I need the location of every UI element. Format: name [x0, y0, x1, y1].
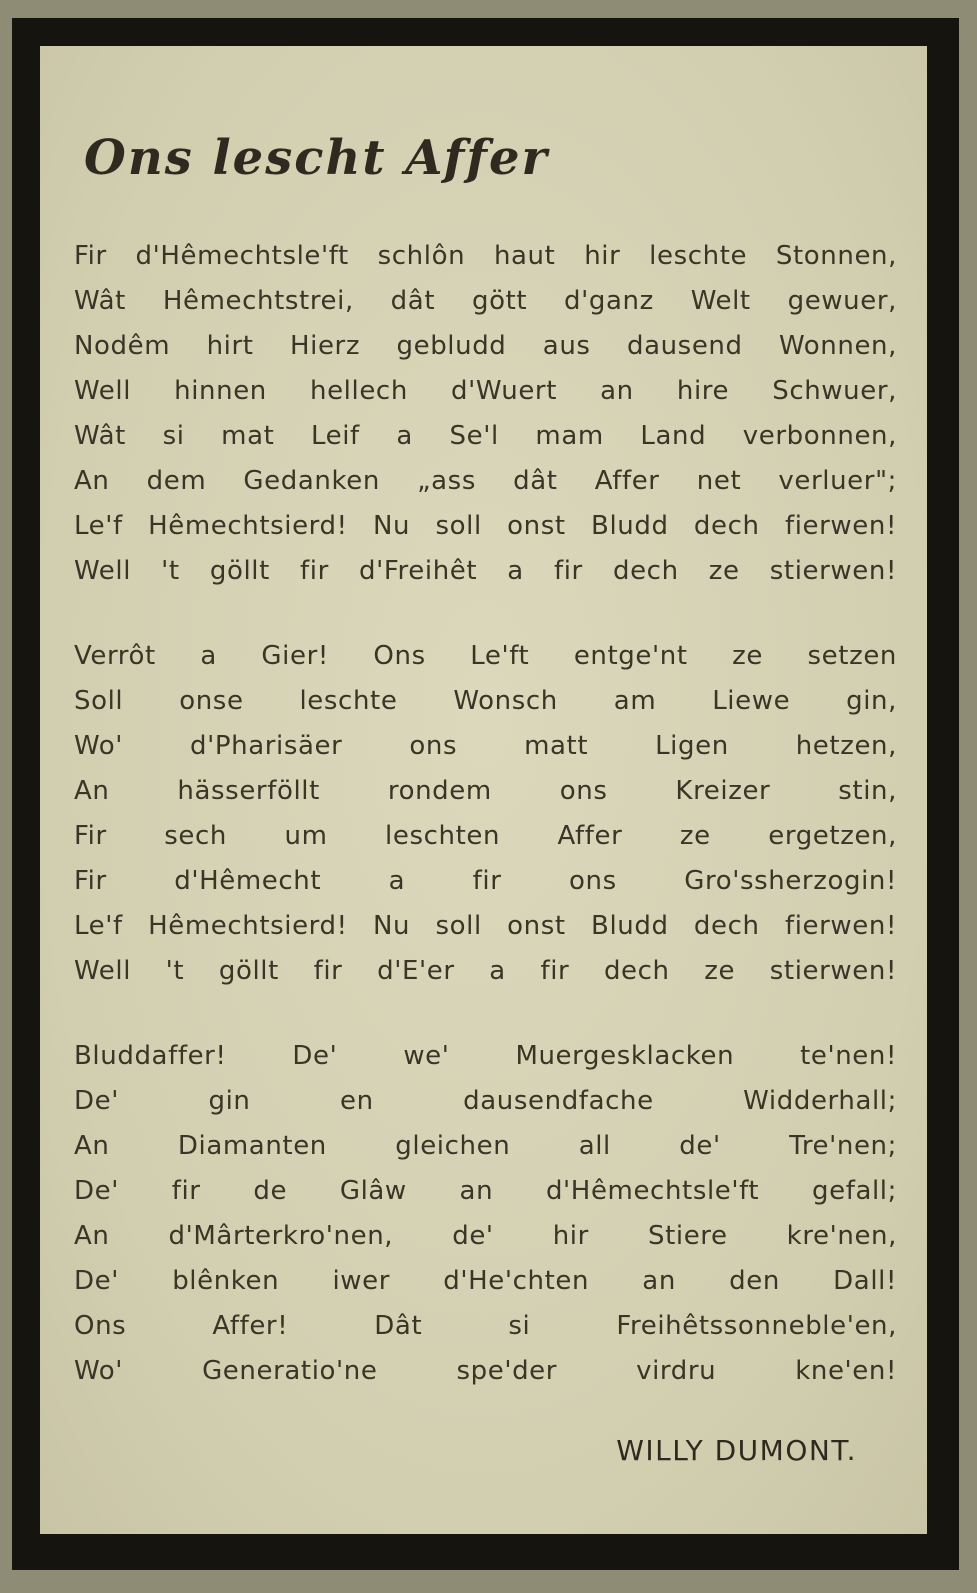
poem-line: Le'f Hêmechtsierd! Nu soll onst Bludd dech fierwen!	[74, 511, 897, 541]
poem-line: An d'Mârterkro'nen, de' hir Stiere kre'nen,	[74, 1221, 897, 1251]
stanza-1	[74, 234, 897, 594]
poem-line: Well 't göllt fir d'Freihêt a fir dech ze stierwen!	[74, 556, 897, 586]
poem-card	[40, 46, 927, 1534]
poem-line: An Diamanten gleichen all de' Tre'nen;	[74, 1131, 897, 1161]
stanza-3	[74, 1034, 897, 1394]
poem-line: De' fir de Glâw an d'Hêmechtsle'ft gefall;	[74, 1176, 897, 1206]
author-signature: WILLY DUMONT.	[616, 1434, 857, 1467]
poem-line: Nodêm hirt Hierz gebludd aus dausend Wonnen,	[74, 331, 897, 361]
poem-line: Bluddaffer! De' we' Muergesklacken te'nen!	[74, 1041, 897, 1071]
mourning-card-black-border	[12, 18, 959, 1570]
poem-line: Verrôt a Gier! Ons Le'ft entge'nt ze setzen	[74, 641, 897, 671]
poem-line: Fir sech um leschten Affer ze ergetzen,	[74, 821, 897, 851]
poem-line: Le'f Hêmechtsierd! Nu soll onst Bludd dech fierwen!	[74, 911, 897, 941]
poem-line: An hässerföllt rondem ons Kreizer stin,	[74, 776, 897, 806]
poem-line: Wât si mat Leif a Se'l mam Land verbonnen,	[74, 421, 897, 451]
poem-line: De' gin en dausendfache Widderhall;	[74, 1086, 897, 1116]
poem-line: Wo' d'Pharisäer ons matt Ligen hetzen,	[74, 731, 897, 761]
poem-line: Fir d'Hêmecht a fir ons Gro'ssherzogin!	[74, 866, 897, 896]
poem-title: Ons lescht Affer	[84, 130, 549, 186]
poem-line: Well hinnen hellech d'Wuert an hire Schwuer,	[74, 376, 897, 406]
poem-line: Soll onse leschte Wonsch am Liewe gin,	[74, 686, 897, 716]
poem-line: Well 't göllt fir d'E'er a fir dech ze stierwen!	[74, 956, 897, 986]
stanza-2	[74, 634, 897, 994]
poem-line: Wât Hêmechtstrei, dât gött d'ganz Welt gewuer,	[74, 286, 897, 316]
poem-line: Fir d'Hêmechtsle'ft schlôn haut hir leschte Stonnen,	[74, 241, 897, 271]
poem-line: De' blênken iwer d'He'chten an den Dall!	[74, 1266, 897, 1296]
poem-line: Wo' Generatio'ne spe'der virdru kne'en!	[74, 1356, 897, 1386]
poem-line: An dem Gedanken „ass dât Affer net verluer";	[74, 466, 897, 496]
poem-line: Ons Affer! Dât si Freihêtssonneble'en,	[74, 1311, 897, 1341]
